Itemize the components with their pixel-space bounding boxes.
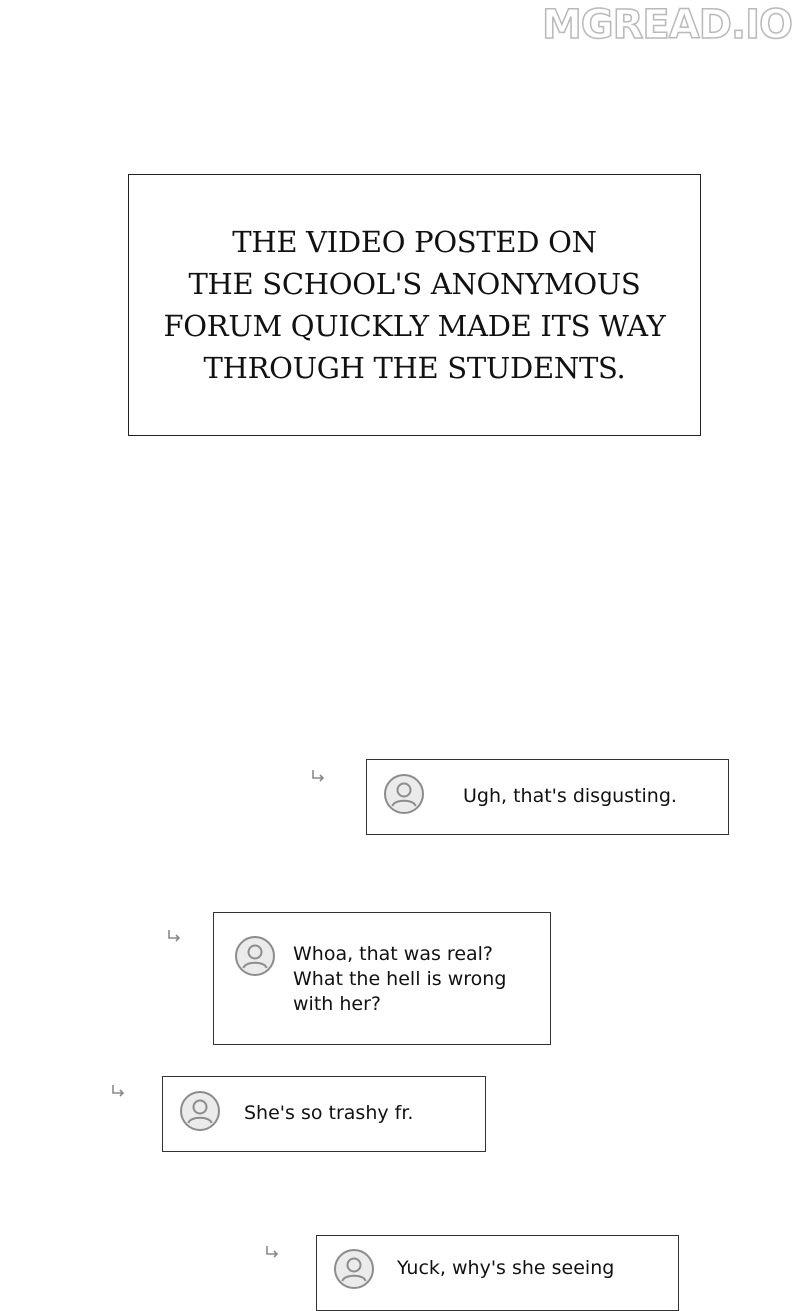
caption-line: THE SCHOOL'S ANONYMOUS: [188, 267, 641, 301]
user-avatar-icon: [235, 936, 275, 976]
reply-arrow-icon: [166, 928, 182, 944]
reply-arrow-icon: [310, 768, 326, 784]
reply-arrow-icon: [110, 1083, 126, 1099]
comment-card: [316, 1235, 679, 1311]
comment-text: Whoa, that was real? What the hell is wrong with her?: [293, 943, 507, 1015]
watermark-logo: MGREAD.IO: [541, 2, 792, 48]
comment-text: Ugh, that's disgusting.: [463, 785, 677, 807]
comment-text: Yuck, why's she seeing: [397, 1257, 615, 1279]
caption-line: THE VIDEO POSTED ON: [232, 225, 597, 259]
user-avatar-icon: [334, 1249, 374, 1289]
reply-arrow-icon: [264, 1244, 280, 1260]
user-avatar-icon: [384, 774, 424, 814]
narration-caption-text: [145, 221, 685, 389]
comment-text: She's so trashy fr.: [244, 1102, 414, 1124]
caption-line: FORUM QUICKLY MADE ITS WAY: [163, 309, 666, 343]
comment-card: [213, 912, 551, 1045]
comment-card: [366, 759, 729, 835]
narration-caption-box: [128, 174, 701, 436]
user-avatar-icon: [180, 1091, 220, 1131]
caption-line: THROUGH THE STUDENTS.: [203, 351, 626, 385]
comment-card: [162, 1076, 486, 1152]
